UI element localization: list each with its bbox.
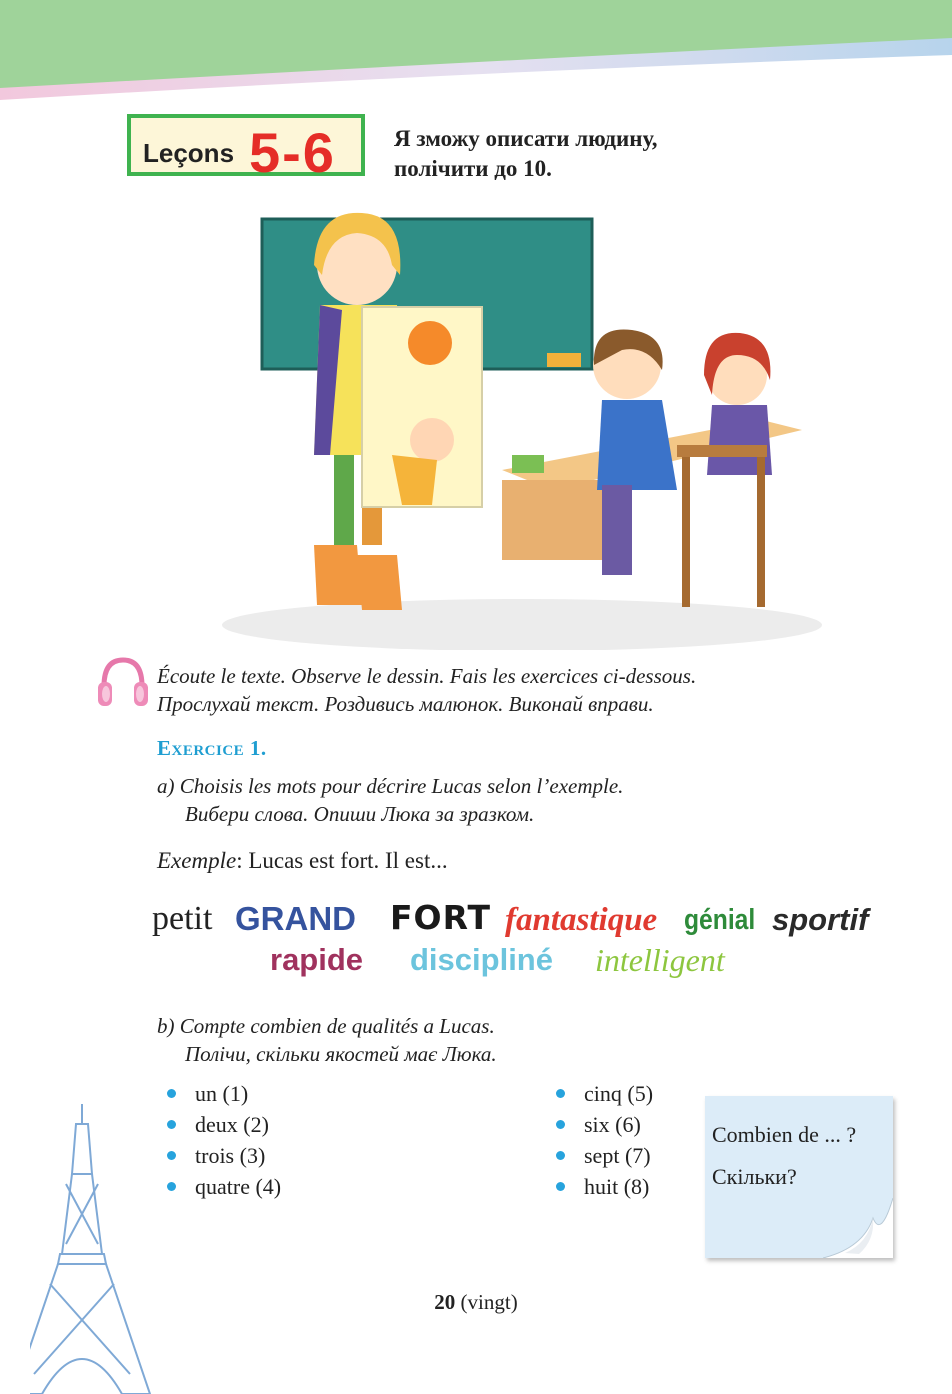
note-line-2: Скільки?	[712, 1164, 797, 1189]
example-sentence	[157, 848, 448, 874]
adjective-word-cloud	[0, 898, 952, 988]
numbers-list-right	[556, 1078, 653, 1202]
list-item: six (6)	[556, 1109, 653, 1140]
page-number: 20 (vingt)	[434, 1290, 518, 1314]
word-fantastique: fantastique	[505, 902, 658, 938]
exercise-a-line-2: Вибери слова. Опиши Люка за зразком.	[185, 802, 535, 826]
exercise-a-line-1: a) Choisis les mots pour décrire Lucas selon l’exemple.	[157, 774, 624, 798]
bullet-icon	[556, 1120, 565, 1129]
example-label: Exemple	[157, 848, 237, 873]
word-grand: GRAND	[235, 900, 356, 937]
page-curl-icon	[823, 1198, 893, 1258]
bullet-icon	[556, 1151, 565, 1160]
lesson-objective	[394, 124, 794, 184]
objective-line-1: Я зможу описати людину,	[394, 126, 658, 151]
list-item: trois (3)	[167, 1140, 281, 1171]
exercise-b-line-1: b) Compte combien de qualités a Lucas.	[157, 1014, 495, 1038]
listening-instructions	[157, 662, 696, 718]
word-intelligent: intelligent	[595, 942, 725, 978]
list-item: deux (2)	[167, 1109, 281, 1140]
list-item: quatre (4)	[167, 1171, 281, 1202]
list-item: huit (8)	[556, 1171, 653, 1202]
lesson-number: 5-6	[249, 121, 336, 184]
numbers-list-left	[167, 1078, 281, 1202]
example-text: : Lucas est fort. Il est...	[236, 848, 448, 873]
list-item: un (1)	[167, 1078, 281, 1109]
exercise-part-b	[157, 1012, 497, 1068]
instruction-fr: Écoute le texte. Observe le dessin. Fais les exercices ci-dessous.	[157, 664, 697, 688]
sticky-note	[705, 1096, 893, 1258]
instruction-uk: Прослухай текст. Роздивись малюнок. Виконай вправи.	[157, 692, 654, 716]
word-discipline: discipliné	[410, 942, 553, 977]
exercise-title: Exercice 1.	[157, 736, 267, 760]
exercise-b-line-2: Полічи, скільки якостей має Люка.	[185, 1042, 497, 1066]
note-line-1: Combien de ... ?	[712, 1122, 857, 1147]
bullet-icon	[556, 1089, 565, 1098]
list-item: sept (7)	[556, 1140, 653, 1171]
lesson-badge	[127, 114, 365, 184]
lesson-word: Leçons	[143, 138, 235, 168]
word-rapide: rapide	[270, 942, 364, 977]
bullet-icon	[167, 1089, 176, 1098]
word-fort: FORT	[390, 898, 492, 937]
headphones-icon	[96, 654, 150, 710]
top-decorative-band	[0, 0, 952, 120]
eiffel-tower-icon	[30, 1104, 180, 1394]
exercise-part-a	[157, 772, 623, 828]
word-genial: génial	[684, 904, 756, 936]
list-item: cinq (5)	[556, 1078, 653, 1109]
bullet-icon	[556, 1182, 565, 1191]
classroom-illustration	[222, 205, 822, 650]
word-petit: petit	[152, 900, 213, 937]
objective-line-2: полічити до 10.	[394, 156, 552, 181]
word-sportif: sportif	[772, 902, 869, 937]
